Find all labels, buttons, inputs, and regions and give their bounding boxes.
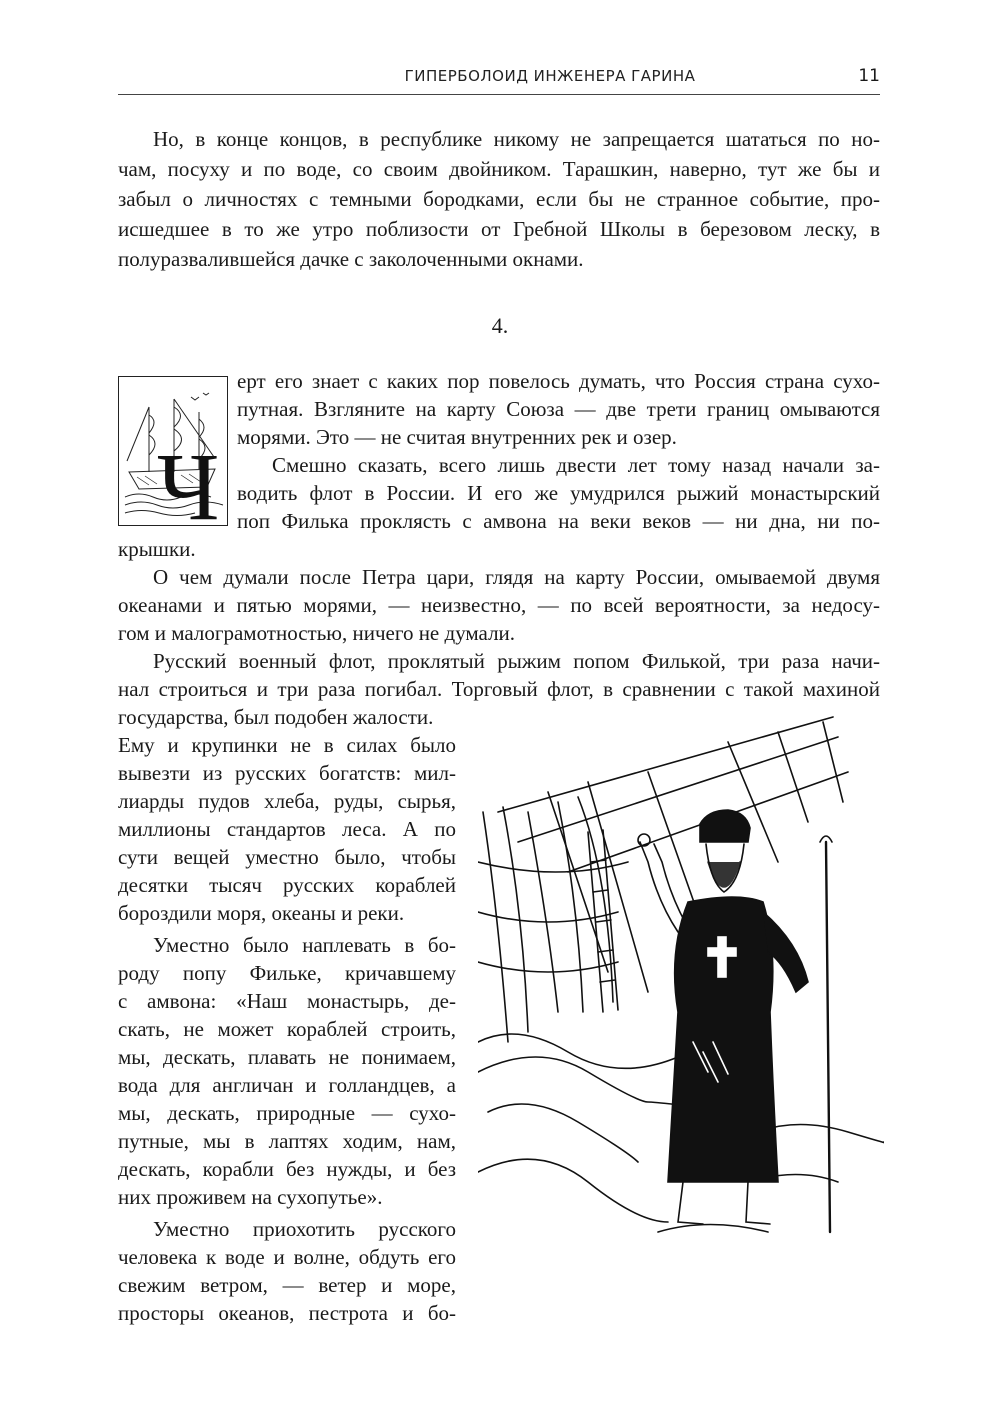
- text-line: ерт его знает с каких пор повелось думать, что Россия страна сухо-: [237, 369, 880, 393]
- text-line: путная. Взгляните на карту Союза — две трети границ омываются: [237, 397, 880, 421]
- text-line: просторы океанов, пестрота и бо-: [118, 1301, 456, 1325]
- text-line: полуразвалившейся дачке с заколоченными окнами.: [118, 247, 584, 271]
- text-line: морями. Это — не считая внутренних рек и озер.: [237, 425, 677, 449]
- text-line: мы, дескать, плавать не понимаем,: [118, 1045, 456, 1069]
- text-line: Ему и крупинки не в силах было: [118, 733, 456, 757]
- text-line: них проживем на сухопутье».: [118, 1185, 383, 1209]
- text-line: крышки.: [118, 537, 196, 561]
- running-head: [118, 60, 880, 96]
- text-line: с амвона: «Наш монастырь, де-: [118, 989, 456, 1013]
- text-line: чам, посуху и по воде, со своим двойником. Тарашкин, наверно, тут же бы и: [118, 157, 880, 181]
- drop-cap-letter: Ч: [157, 433, 220, 526]
- text-line: десятки тысяч русских кораблей: [118, 873, 456, 897]
- text-line: миллионы стандартов леса. А по: [118, 817, 456, 841]
- text-line: мы, дескать, природные — сухо-: [118, 1101, 456, 1125]
- text-line: лиарды пудов хлеба, руды, сырья,: [118, 789, 456, 813]
- text-line: свежим ветром, — ветер и море,: [118, 1273, 456, 1297]
- text-line: роду попу Фильке, кричавшему: [118, 961, 456, 985]
- text-line: Русский военный флот, проклятый рыжим попом Филькой, три раза начи-: [153, 649, 880, 673]
- monk-illustration: [478, 712, 884, 1252]
- header-rule: [118, 94, 880, 95]
- text-line: вывезти из русских богатств: мил-: [118, 761, 456, 785]
- text-line: О чем думали после Петра цари, глядя на карту России, омываемой двумя: [153, 565, 880, 589]
- text-line: поп Филька проклясть с амвона на веки веков — ни дна, ни по-: [237, 509, 880, 533]
- monk-ship-illustration: [478, 712, 884, 1252]
- text-line: Но, в конце концов, в республике никому не запрещается шататься по но-: [153, 127, 880, 151]
- text-line: вода для англичан и голландцев, а: [118, 1073, 456, 1097]
- running-title: ГИПЕРБОЛОИД ИНЖЕНЕРА ГАРИНА: [404, 67, 696, 85]
- text-line: океанами и пятью морями, — неизвестно, — по всей вероятности, за недосу-: [118, 593, 880, 617]
- text-line: дескать, корабли без нужды, и без: [118, 1157, 456, 1181]
- text-line: путные, мы в лаптях ходим, нам,: [118, 1129, 456, 1153]
- text-line: Уместно приохотить русского: [153, 1217, 456, 1241]
- text-line: человека к воде и волне, обдуть его: [118, 1245, 456, 1269]
- text-line: забыл о личностях с темными бородками, если бы не странное событие, про-: [118, 187, 880, 211]
- text-line: Смешно сказать, всего лишь двести лет тому назад начали за-: [272, 453, 880, 477]
- drop-cap-illustration: [118, 376, 228, 526]
- text-line: нал строиться и три раза погибал. Торговый флот, в сравнении с такой махиной: [118, 677, 880, 701]
- text-line: бороздили моря, океаны и реки.: [118, 901, 405, 925]
- page-number: 11: [858, 66, 880, 86]
- text-line: сути вещей уместно было, чтобы: [118, 845, 456, 869]
- text-line: государства, был подобен жалости.: [118, 705, 434, 729]
- text-line: скать, не может кораблей строить,: [118, 1017, 456, 1041]
- text-line: гом и малограмотностью, ничего не думали.: [118, 621, 516, 645]
- text-line: исшедшее в то же утро поблизости от Гребной Школы в березовом леску, в: [118, 217, 880, 241]
- text-line: водить флот в России. И его же умудрился рыжий монастырский: [237, 481, 880, 505]
- chapter-number: 4.: [491, 313, 509, 338]
- text-line: Уместно было наплевать в бо-: [153, 933, 456, 957]
